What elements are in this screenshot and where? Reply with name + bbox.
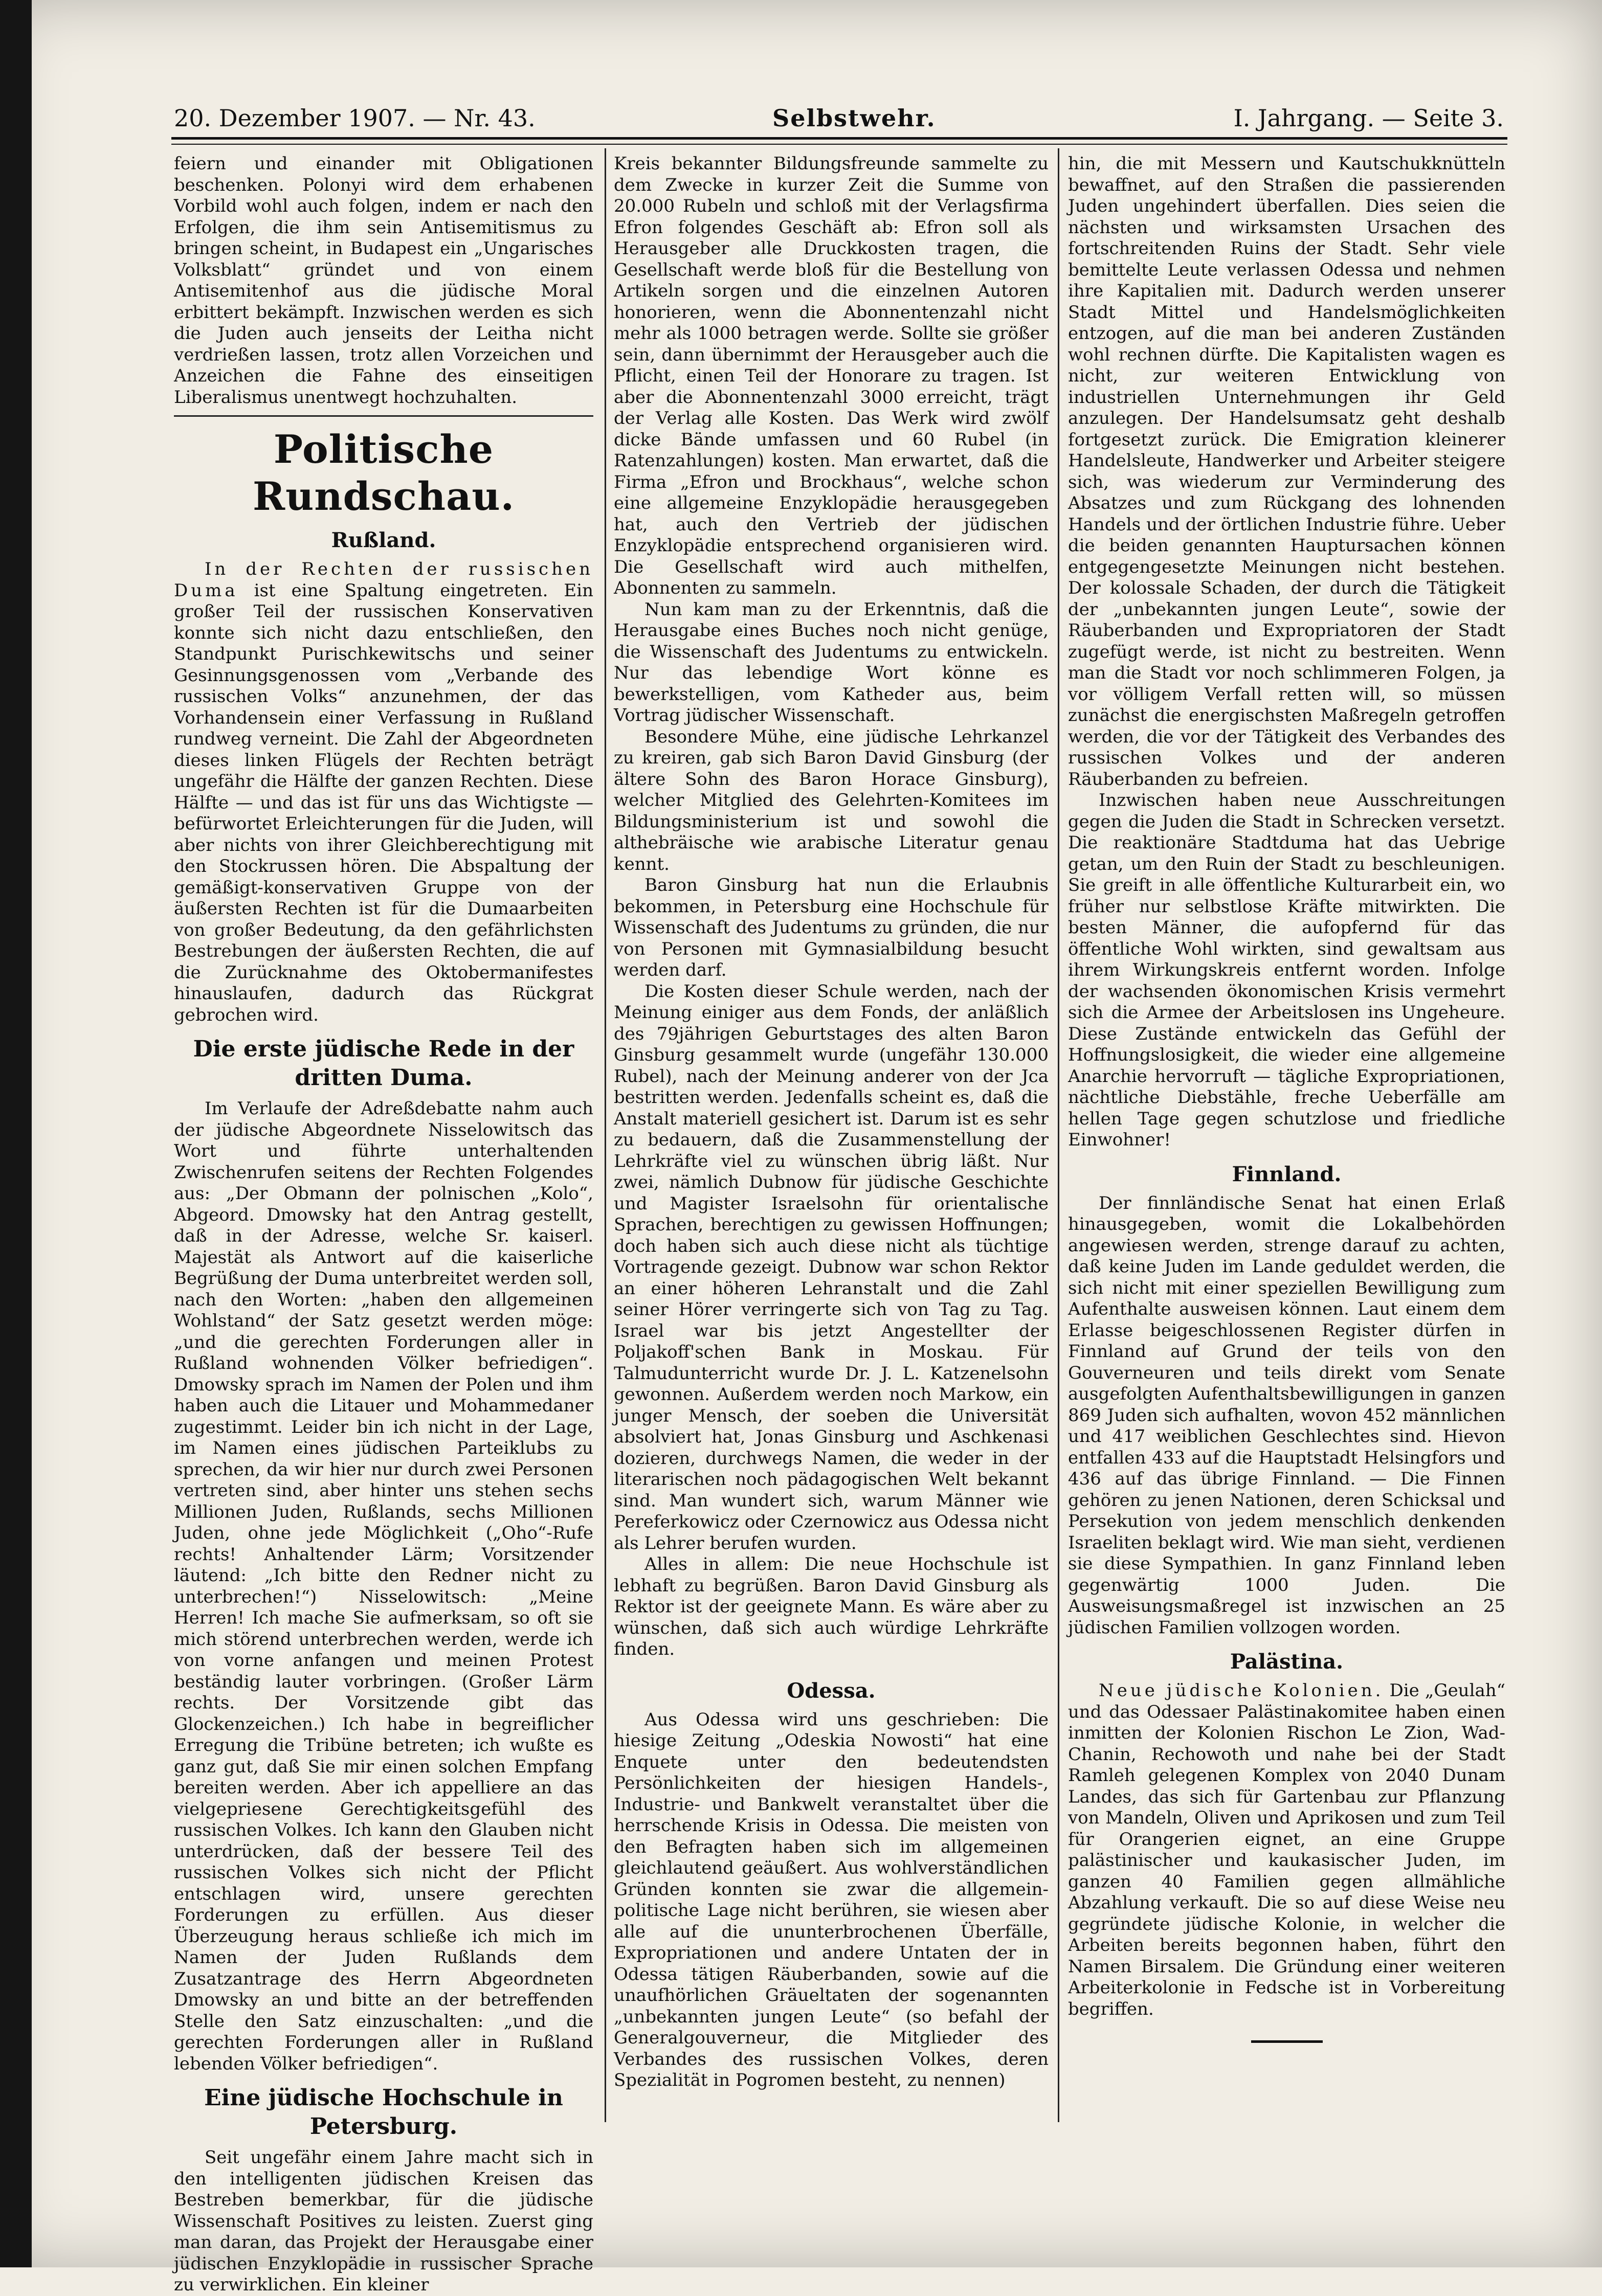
header-masthead: Selbstwehr. xyxy=(772,104,936,132)
paragraph-text: ist eine Spaltung eingetreten. Ein großer Teil der russischen Konservativen konnte sich nicht dazu entschließen, den Standpunkt Purischkewitschs und seiner Gesinnungsgenossen vom „Verbande des russischen Volks“ anzunehmen, der das Vorhandensein einer Verfassung in Rußland rundweg verneint. Die Zahl der Abgeordneten dieses linken Flügels der Rechten beträgt ungefähr die Hälfte der ganzen Rechten. Diese Hälfte — und das ist für uns das Wichtigste — befürwortet Erleichterungen für die Juden, will aber nichts von ihrer Gleichberechtigung mit den Stockrussen hören. Die Abspaltung der gemäßigt-konservativen Gruppe von der äußersten Rechten ist für die Dumaarbeiten von großer Bedeutung, da den gefährlichsten Bestrebungen der äußersten Rechten, die auf die Zurücknahme des Oktobermanifestes hinauslaufen, dadurch das Rückgrat gebrochen wird. xyxy=(174,580,593,1025)
page-header xyxy=(174,104,1504,135)
paragraph-text: Die „Geulah“ und das Odessaer Palästinakomitee haben einen inmitten der Kolonien Rischon Le Zion, Wad-Chanin, Rechowoth und nahe bei der Stadt Ramleh gelegenen Komplex von 2040 Dunam Landes, das sich für Gartenbau zur Pflanzung von Mandeln, Oliven und Aprikosen und zum Teil für Orangerien eignet, an eine Gruppe palästinischer und kaukasischer Juden, im ganzen 40 Familien gegen allmähliche Abzahlung verkauft. Die so auf diese Weise neu gegründete jüdische Kolonie, in welcher die Arbeiten bereits begonnen haben, führt den Namen Birsalem. Die Gründung einer weiteren Arbeiterkolonie in Fedsche ist in Vorbereitung begriffen. xyxy=(1068,1680,1506,2019)
paragraph: Inzwischen haben neue Ausschreitungen gegen die Juden die Stadt in Schrecken versetzt. Die reaktionäre Stadtduma hat das Uebrige getan, um den Ruin der Stadt zu beschleunigen. Sie greift in alle öffentliche Kulturarbeit ein, wo früher nur selbstlose Kräfte mitwirkten. Die besten Männer, die aufopfernd für das öffentliche Wohl wirkten, sind gewaltsam aus ihrem Wirkungskreis entfernt worden. Infolge der wachsenden ökonomischen Krisis vermehrt sich die Armee der Arbeitslosen ins Ungeheure. Diese Zustände entwickeln das Gefühl der Hoffnungslosigkeit, die wieder eine allgemeine Anarchie hervorruft — tägliche Expropriationen, nächtliche Diebstähle, freche Ueberfälle am hellen Tage gegen schutzlose und friedliche Einwohner! xyxy=(1068,790,1505,1150)
column-3 xyxy=(1068,153,1505,2137)
paragraph: Der finnländische Senat hat einen Erlaß hinausgegeben, womit die Lokalbehörden angewiesen werden, strenge darauf zu achten, daß keine Juden im Lande geduldet werden, die sich nicht mit einer speziellen Bewilligung zum Aufenthalte ausweisen können. Laut einem dem Erlasse beigeschlossenen Register dürfen in Finnland auf Grund der teils von den Gouverneuren und teils direkt vom Senate ausgefolgten Aufenthaltsbewilligungen in ganzen 869 Juden sich aufhalten, wovon 452 männlichen und 417 weiblichen Geschlechtes sind. Hievon entfallen 433 auf die Hauptstadt Helsingfors und 436 auf das übrige Finnland. — Die Finnen gehören zu jenen Nationen, deren Schicksal und Persekution von jedem menschlich denkenden Israeliten beklagt wird. Wie man sieht, verdienen sie diese Sympathien. In ganz Finnland leben gegenwärtig 1000 Juden. Die Ausweisungsmaßregel ist inzwischen an 25 jüdischen Familien vollzogen worden. xyxy=(1068,1192,1505,1638)
main-heading: Politische Rundschau. xyxy=(252,426,515,519)
article-heading-hochschule: Eine jüdische Hochschule in Petersburg. xyxy=(204,2085,563,2140)
column-2 xyxy=(614,153,1049,2137)
paragraph: Besondere Mühe, eine jüdische Lehrkanzel zu kreiren, gab sich Baron David Ginsburg (der ältere Sohn des Baron Horace Ginsburg), welcher Mitglied des Gelehrten-Komitees im Bildungsministerium ist und sowohl die althebräische wie arabische Literatur genau kennt. xyxy=(614,726,1049,874)
section-heading-russland: Rußland. xyxy=(331,528,436,552)
article-heading-rede: Die erste jüdische Rede in der dritten Duma. xyxy=(193,1036,574,1091)
paragraph: Aus Odessa wird uns geschrieben: Die hiesige Zeitung „Odeskia Nowosti“ hat eine Enquete unter den bedeutendsten Persönlichkeiten der hiesigen Handels-, Industrie- und Bankwelt veranstaltet über die herrschende Krisis in Odessa. Die meisten von den Befragten haben sich im allgemeinen gleichlautend geäußert. Aus wohlverständlichen Gründen konnten sie zwar die allgemein-politische Lage nicht berühren, sie wiesen aber alle auf die ununterbrochenen Überfälle, Expropriationen und andere Untaten der in Odessa tätigen Räuberbanden, sowie auf die unaufhörlichen Gräueltaten der sogenannten „unbekannten jungen Leute“ (so befahl der Generalgouverneur, die Mitglieder des Verbandes des russischen Volkes, deren Spezialität in Pogromen besteht, zu nennen) xyxy=(614,1709,1049,2090)
column-divider xyxy=(1058,148,1059,2122)
scan-edge xyxy=(0,0,32,2267)
paragraph xyxy=(1068,1680,1505,2020)
paragraph: Im Verlaufe der Adreßdebatte nahm auch der jüdische Abgeordnete Nisselowitsch das Wort und führte unterhaltenden Zwischenrufen seitens der Rechten Folgendes aus: „Der Obmann der polnischen „Kolo“, Abgeord. Dmowsky hat den Antrag gestellt, daß in der Adresse, welche Sr. kaiserl. Majestät als Antwort auf die kaiserliche Begrüßung der Duma unterbreitet werden soll, nach den Worten: „haben den allgemeinen Wohlstand“ der Satz gesetzt werden möge: „und die gerechten Forderungen aller in Rußland wohnenden Völker befriedigen“. Dmowsky sprach im Namen der Polen und ihm haben auch die Litauer und Mohammedaner zugestimmt. Leider bin ich nicht in der Lage, im Namen eines jüdischen Parteiklubs zu sprechen, da wir hier nur durch zwei Personen vertreten sind, aber hinter uns stehen sechs Millionen Juden, Rußlands, sechs Millionen Juden, ohne jede Möglichkeit („Oho“-Rufe rechts! Anhaltender Lärm; Vorsitzender läutend: „Ich bitte den Redner nicht zu unterbrechen!“) Nisselowitsch: „Meine Herren! Ich mache Sie aufmerksam, so oft sie mich störend unterbrechen werden, werde ich von vorne anfangen und meinen Protest beständig lauter vorbringen. (Großer Lärm rechts. Der Vorsitzende gibt das Glockenzeichen.) Ich habe in begreiflicher Erregung die Tribüne betreten; ich wußte es ganz gut, daß Sie mir einen solchen Empfang bereiten werden. Aber ich appelliere an das vielgepriesene Gerechtigkeitsgefühl des russischen Volkes. Ich kann den Glauben nicht unterdrücken, daß der bessere Teil des russischen Volkes sich nicht der Pflicht entschlagen wird, unsere gerechten Forderungen zu erfüllen. Aus dieser Überzeugung heraus schließe ich mich im Namen der Juden Rußlands dem Zusatzantrage des Herrn Abgeordneten Dmowsky an und bitte an der betreffenden Stelle den Satz einzuschalten: „und die gerechten Forderungen aller in Rußland lebenden Völker befriedigen“. xyxy=(174,1098,593,2074)
end-rule xyxy=(1251,2040,1323,2043)
header-year-page: I. Jahrgang. — Seite 3. xyxy=(1233,104,1504,132)
paragraph: Alles in allem: Die neue Hochschule ist lebhaft zu begrüßen. Baron David Ginsburg als Rektor ist der geeignete Mann. Es wäre aber zu wünschen, daß sich auch würdige Lehrkräfte finden. xyxy=(614,1554,1049,1659)
paragraph xyxy=(174,559,593,1026)
spaced-lead: In der Rechten der russischen Duma xyxy=(174,559,593,601)
column-divider xyxy=(605,148,606,2122)
paragraph: Die Kosten dieser Schule werden, nach der Meinung einiger aus dem Fonds, der anläßlich des 79jährigen Geburtstages des alten Baron Ginsburg gesammelt wurde (ungefähr 130.000 Rubel), nach der Meinung anderer von der Jca bestritten werden. Jedenfalls scheint es, daß die Anstalt materiell gesichert ist. Darum ist es sehr zu bedauern, daß die Zusammenstellung der Lehrkräfte viel zu wünschen übrig läßt. Nur zwei, nämlich Dubnow für jüdische Geschichte und Magister Israelsohn für orientalische Sprachen, berechtigen zu gewissen Hoffnungen; doch haben sich auch diese nicht als tüchtige Vortragende gezeigt. Dubnow war schon Rektor an einer höheren Lehranstalt und die Zahl seiner Hörer verringerte sich von Tag zu Tag. Israel war bis jetzt Angestellter der Poljakoff'schen Bank in Moskau. Für Talmudunterricht wurde Dr. J. L. Katzenelsohn gewonnen. Außerdem werden noch Markow, ein junger Mensch, der soeben die Universität absolviert hat, Jonas Ginsburg und Aschkenasi dozieren, durchwegs Namen, die weder in der literarischen noch pädagogischen Welt bekannt sind. Man wundert sich, warum Männer wie Pereferkowicz oder Czernowicz aus Odessa nicht als Lehrer berufen wurden. xyxy=(614,981,1049,1554)
paragraph: Seit ungefähr einem Jahre macht sich in den intelligenten jüdischen Kreisen das Bestreben bemerkbar, für die jüdische Wissenschaft Positives zu leisten. Zuerst ging man daran, das Projekt der Herausgabe einer jüdischen Enzyklopädie in russischer Sprache zu verwirklichen. Ein kleiner xyxy=(174,2147,593,2295)
paragraph: feiern und einander mit Obligationen beschenken. Polonyi wird dem erhabenen Vorbild wohl auch folgen, indem er nach den Erfolgen, die ihm sein Antisemitismus zu bringen scheint, in Budapest ein „Ungarisches Volksblatt“ gründet und von einem Antisemitenhof aus die jüdische Moral erbittert bekämpft. Inzwischen werden es sich die Juden auch jenseits der Leitha nicht verdrießen lassen, trotz allen Vorzeichen und Anzeichen die Fahne des einseitigen Liberalismus unentwegt hochzuhalten. xyxy=(174,153,593,408)
paragraph: Baron Ginsburg hat nun die Erlaubnis bekommen, in Petersburg eine Hochschule für Wissenschaft des Judentums zu gründen, die nur von Personen mit Gymnasialbildung besucht werden darf. xyxy=(614,875,1049,980)
section-heading-odessa: Odessa. xyxy=(787,1678,876,1703)
column-1 xyxy=(174,153,593,2295)
paragraph: Kreis bekannter Bildungsfreunde sammelte zu dem Zwecke in kurzer Zeit die Summe von 20.000 Rubeln und schloß mit der Verlagsfirma Efron folgendes Geschäft ab: Efron soll als Herausgeber alle Druckkosten tragen, die Gesellschaft werde bloß für die Bestellung von Artikeln sorgen und die einzelnen Autoren honorieren, wenn die Abonnentenzahl nicht mehr als 1000 betragen werde. Sollte sie größer sein, dann übernimmt der Herausgeber auch die Pflicht, einen Teil der Honorare zu tragen. Ist aber die Abonnentenzahl 3000 erreicht, trägt der Verlag alle Kosten. Das Werk wird zwölf dicke Bände umfassen und 60 Rubel (in Ratenzahlungen) kosten. Man erwartet, daß die Firma „Efron und Brockhaus“, welche schon eine allgemeine Enzyklopädie herausgegeben hat, auch den Vertrieb der jüdischen Enzyklopädie entsprechend organisieren wird. Die Gesellschaft wird auch mithelfen, Abonnenten zu sammeln. xyxy=(614,153,1049,598)
section-rule xyxy=(174,415,593,417)
spaced-lead: Neue jüdische Kolonien. xyxy=(1099,1680,1384,1701)
section-heading-palaestina: Palästina. xyxy=(1230,1650,1344,1674)
header-date-issue: 20. Dezember 1907. — Nr. 43. xyxy=(174,104,536,132)
section-heading-finnland: Finnland. xyxy=(1232,1162,1342,1186)
paragraph: Nun kam man zu der Erkenntnis, daß die Herausgabe eines Buches noch nicht genüge, die Wissenschaft des Judentums zu entwickeln. Nur das lebendige Wort könne es bewerkstelligen, vom Katheder aus, beim Vortrag jüdischer Wissenschaft. xyxy=(614,599,1049,726)
header-rule xyxy=(171,137,1507,145)
paragraph: hin, die mit Messern und Kautschukknütteln bewaffnet, auf den Straßen die passierenden Juden ungehindert überfallen. Dies seien die nächsten und wirksamsten Ursachen des fortschreitenden Ruins der Stadt. Sehr viele bemittelte Leute verlassen Odessa und nehmen ihre Kapitalien mit. Dadurch werden unserer Stadt Mittel und Handelsmöglichkeiten entzogen, auf die man bei anderen Zuständen wohl rechnen dürfte. Die Kapitalisten wagen es nicht, zur weiteren Entwicklung von industriellen Unternehmungen ihr Geld anzulegen. Der Handelsumsatz geht deshalb fortgesetzt zurück. Die Emigration kleinerer Handelsleute, Handwerker und Arbeiter steigere sich, was wiederum zur Verminderung des Absatzes und zum Rückgang des lohnenden Handels und der örtlichen Industrie führe. Ueber die beiden genannten Hauptursachen können entgegengesetzte Meinungen nicht bestehen. Der kolossale Schaden, der durch die Tätigkeit der „unbekannten jungen Leute“, sowie der Räuberbanden und Expropriatoren der Stadt zugefügt werde, ist nicht zu bestreiten. Wenn man die Stadt vor noch schlimmeren Folgen, ja vor völligem Verfall retten will, so müssen zunächst die energischsten Maßregeln getroffen werden, die vor der Tätigkeit des Verbandes des russischen Volkes und der anderen Räuberbanden zu befreien. xyxy=(1068,153,1505,790)
